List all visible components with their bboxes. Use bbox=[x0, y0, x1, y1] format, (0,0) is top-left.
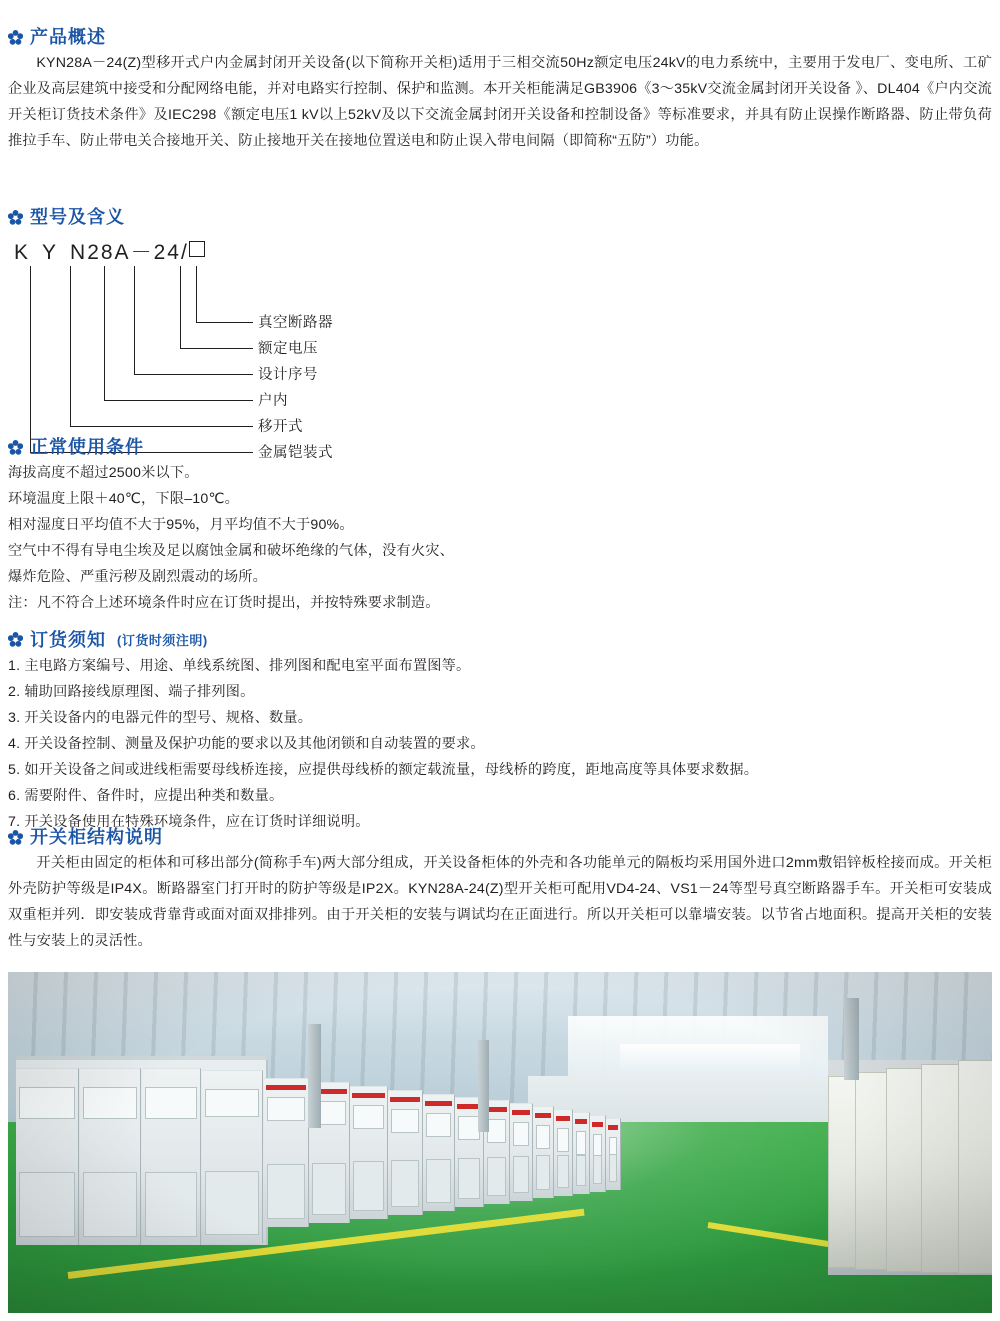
condition-line: 海拔高度不超过2500米以下。 bbox=[8, 465, 199, 481]
code-part-24: 24 bbox=[153, 241, 181, 264]
ordering-item: 3. 开关设备内的电器元件的型号、规格、数量。 bbox=[8, 710, 313, 726]
leader-line-metal-clad bbox=[30, 266, 253, 453]
condition-line: 空气中不得有导电尘埃及足以腐蚀金属和破坏绝缘的气体，没有火灾、 bbox=[8, 543, 455, 559]
label-withdrawable: 移开式 bbox=[258, 419, 303, 435]
code-part-28a: 28A bbox=[87, 241, 131, 264]
section-heading bbox=[8, 438, 992, 456]
section-title: 型号及含义 bbox=[30, 207, 125, 227]
photo-canvas bbox=[8, 972, 992, 1313]
ordering-item: 7. 开关设备使用在特殊环境条件，应在订货时详细说明。 bbox=[8, 814, 370, 830]
label-indoor: 户内 bbox=[258, 393, 288, 409]
code-part-dash: － bbox=[130, 241, 154, 264]
code-part-n: N bbox=[70, 241, 88, 264]
section-heading bbox=[8, 630, 992, 649]
code-part-y: Y bbox=[42, 241, 59, 264]
ordering-items-list bbox=[8, 653, 992, 835]
section-heading bbox=[8, 828, 992, 846]
label-metal-clad: 金属铠装式 bbox=[258, 445, 333, 461]
condition-line: 环境温度上限＋40℃，下限–10℃。 bbox=[8, 491, 239, 507]
ordering-item: 6. 需要附件、备件时，应提出种类和数量。 bbox=[8, 788, 284, 804]
code-part-box bbox=[189, 241, 205, 257]
section-heading bbox=[8, 28, 992, 46]
flower-star-icon bbox=[8, 830, 23, 845]
conditions-list bbox=[8, 460, 992, 616]
workshop-photo bbox=[8, 972, 992, 1313]
label-vacuum-breaker: 真空断路器 bbox=[258, 315, 333, 331]
section-structure-description bbox=[8, 828, 992, 954]
overview-body: KYN28A－24(Z)型移开式户内金属封闭开关设备(以下简称开关柜)适用于三相交流50Hz额定电压24kV的电力系统中，主要用于发电厂、变电所、工矿企业及高层建筑中接受和分配网络电能，并对电路实行控制、保护和监测。本开关柜能满足GB3906《3～35kV交流金属封闭开关设备 》、DL404《户内交流开关柜订货技术条件》及IEC298《额定电压1 kV以上52kV及以下交流金属封闭开关设备和控制设备》等标准要求，并具有防止误操作断路器、防止带负荷推拉手车、防止带电关合接地开关、防止接地开关在接地位置送电和防止误入带电间隔（即简称“五防”）功能。 bbox=[8, 55, 992, 149]
section-subtitle: (订货时须注明) bbox=[117, 633, 208, 648]
ordering-item: 5. 如开关设备之间或进线柜需要母线桥连接，应提供母线桥的额定载流量，母线桥的跨度，距地高度等具体要求数据。 bbox=[8, 762, 759, 778]
ordering-item: 1. 主电路方案编号、用途、单线系统图、排列图和配电室平面布置图等。 bbox=[8, 658, 471, 674]
section-title: 订货须知 bbox=[30, 629, 106, 650]
photo-vignette bbox=[8, 972, 992, 1313]
section-normal-conditions bbox=[8, 438, 992, 616]
section-product-overview bbox=[8, 28, 992, 154]
flower-star-icon bbox=[8, 440, 23, 455]
structure-body: 开关柜由固定的柜体和可移出部分(简称手车)两大部分组成，开关设备柜体的外壳和各功能单元的隔板均采用国外进口2mm敷铝锌板栓接而成。开关柜外壳防护等级是IP4X。断路器室门打开时的防护等级是IP2X。KYN28A-24(Z)型开关柜可配用VD4-24、VS1－24等型号真空断路器手车。开关柜可安装成双重柜并列．即安装成背靠背或面对面双排排列。由于开关柜的安装与调试均在正面进行。所以开关柜可以靠墙安装。以节省占地面积。提高开关柜的安装性与安装上的灵活性。 bbox=[8, 855, 992, 949]
condition-line: 爆炸危险、严重污秽及剧烈震动的场所。 bbox=[8, 569, 267, 585]
flower-star-icon bbox=[8, 210, 23, 225]
code-part-k: K bbox=[14, 241, 31, 264]
label-rated-voltage: 额定电压 bbox=[258, 341, 318, 357]
section-title: 产品概述 bbox=[30, 27, 106, 47]
flower-star-icon bbox=[8, 30, 23, 45]
section-ordering-notice bbox=[8, 630, 992, 835]
ordering-item: 2. 辅助回路接线原理图、端子排列图。 bbox=[8, 684, 255, 700]
condition-line: 相对湿度日平均值不大于95%，月平均值不大于90%。 bbox=[8, 517, 354, 533]
model-code-string bbox=[14, 236, 205, 266]
flower-star-icon bbox=[8, 632, 23, 647]
ordering-item: 4. 开关设备控制、测量及保护功能的要求以及其他闭锁和自动装置的要求。 bbox=[8, 736, 485, 752]
condition-note: 注：凡不符合上述环境条件时应在订货时提出，并按特殊要求制造。 bbox=[8, 595, 440, 611]
section-title: 正常使用条件 bbox=[30, 437, 144, 457]
label-design-serial: 设计序号 bbox=[258, 367, 318, 383]
section-heading bbox=[8, 208, 992, 226]
code-part-slash: / bbox=[180, 241, 189, 264]
section-title: 开关柜结构说明 bbox=[30, 827, 163, 847]
